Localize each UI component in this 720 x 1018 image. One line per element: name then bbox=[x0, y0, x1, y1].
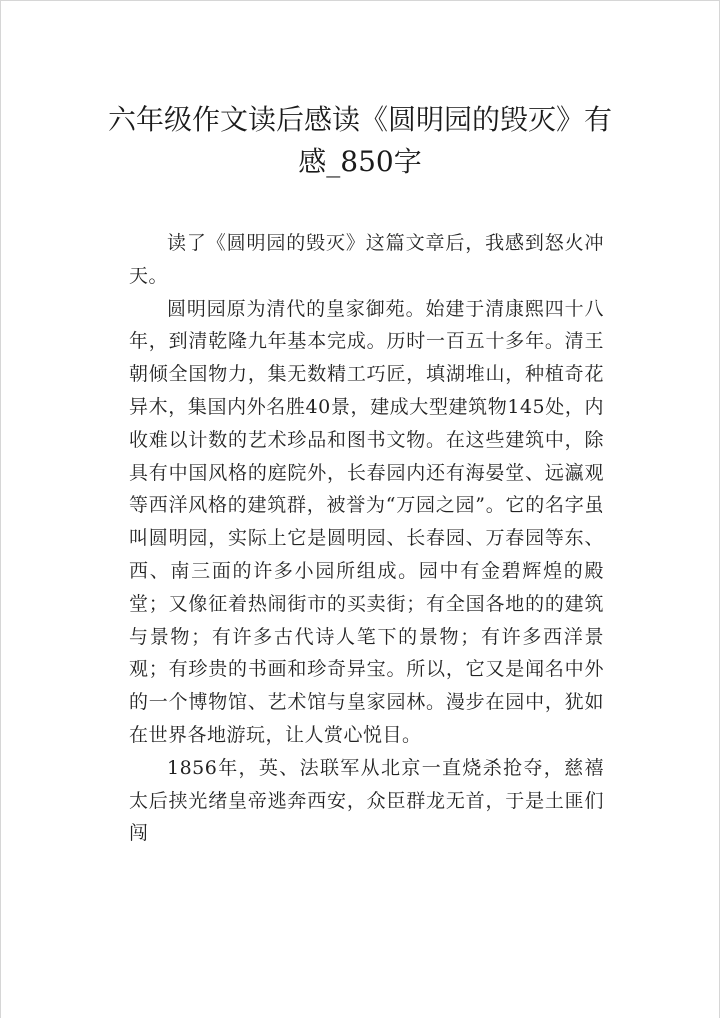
title-line-2: 感_850字 bbox=[298, 145, 422, 178]
paragraph-2: 圆明园原为清代的皇家御苑。始建于清康熙四十八年，到清乾隆九年基本完成。历时一百五十多年。清王朝倾全国物力，集无数精工巧匠，填湖堆山，种植奇花异木，集国内外名胜40景，建成大型建筑物145处，内收难以计数的艺术珍品和图书文物。在这些建筑中，除具有中国风格的庭院外，长春园内还有海晏堂、远瀛观等西洋风格的建筑群，被誉为“万园之园”。它的名字虽叫圆明园，实际上它是圆明园、长春园、万春园等东、西、南三面的许多小园所组成。园中有金碧辉煌的殿堂；又像征着热闹街市的买卖街；有全国各地的的建筑与景物；有许多古代诗人笔下的景物；有许多西洋景观；有珍贵的书画和珍奇异宝。所以，它又是闻名中外的一个博物馆、艺术馆与皇家园林。漫步在园中，犹如在世界各地游玩，让人赏心悦目。 bbox=[129, 297, 604, 746]
paragraph-1: 读了《圆明园的毁灭》这篇文章后，我感到怒火冲天。 bbox=[129, 232, 604, 287]
document-body bbox=[129, 227, 604, 850]
title-line-1: 六年级作文读后感读《圆明园的毁灭》有 bbox=[107, 103, 612, 136]
paragraph-3: 1856年，英、法联军从北京一直烧杀抢夺，慈禧太后挟光绪皇帝逃奔西安，众臣群龙无首，于是土匪们闯 bbox=[129, 756, 604, 845]
document-title bbox=[97, 99, 623, 183]
